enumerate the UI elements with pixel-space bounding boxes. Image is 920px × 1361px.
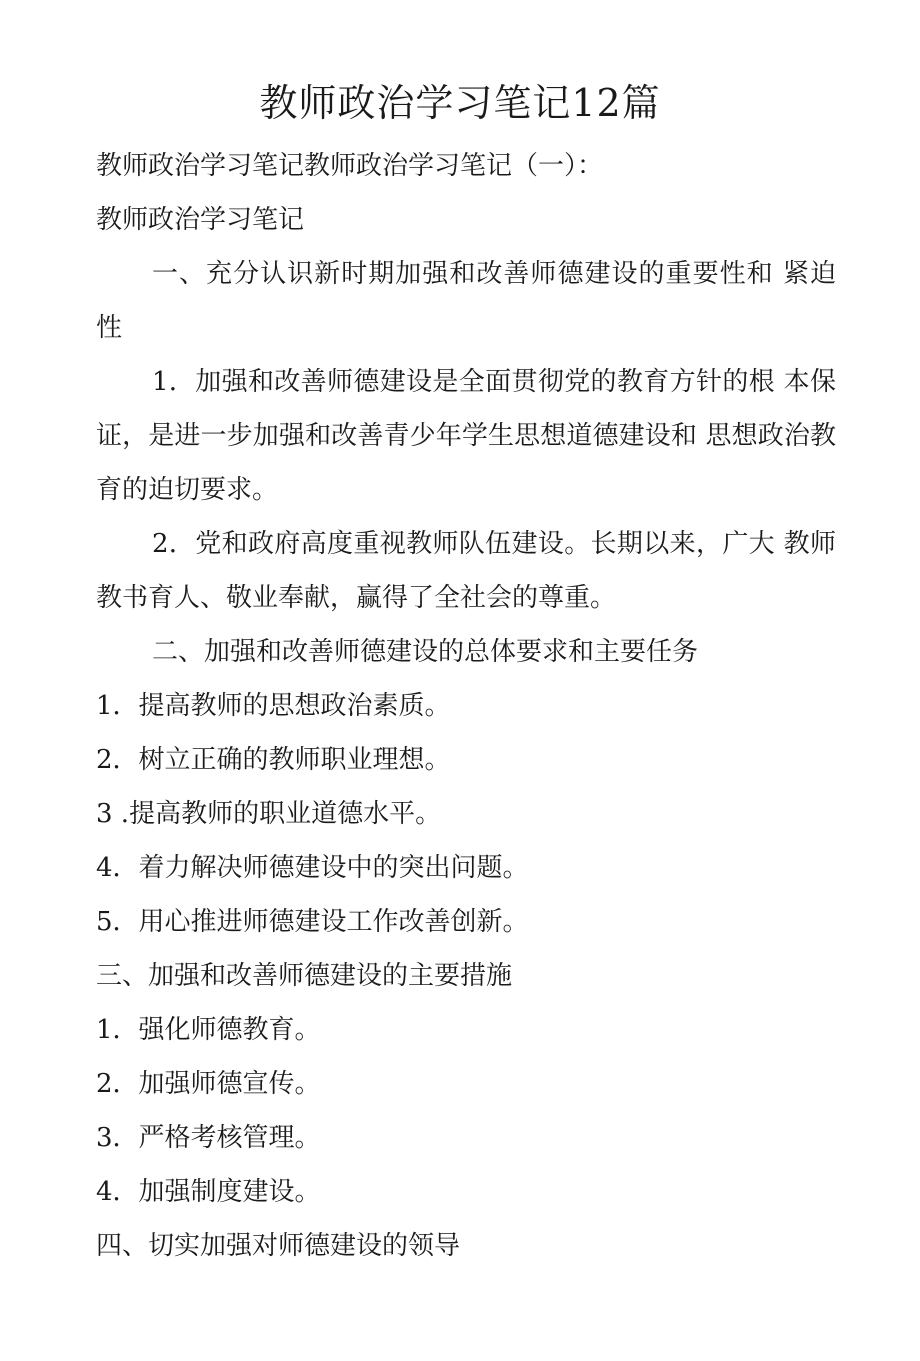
section3-heading: 三、加强和改善师德建设的主要措施 (96, 961, 513, 991)
section2-heading: 二、加强和改善师德建设的总体要求和主要任务 (152, 637, 699, 667)
section2-item: 1．提高教师的思想政治素质。 (96, 691, 451, 721)
section1-paragraph-1: 1．加强和改善师德建设是全面贯彻党的教育方针的根 本保证，是进一步加强和改善青少年学生思想道德建设和 思想政治教育的迫切要求。 (96, 367, 836, 505)
section3-item: 4．加强制度建设。 (96, 1177, 321, 1207)
section3-item: 1．强化师德教育。 (96, 1015, 321, 1045)
section2-item: 2．树立正确的教师职业理想。 (96, 745, 451, 775)
subtitle-line: 教师政治学习笔记教师政治学习笔记（一）： (96, 151, 604, 181)
section3-item: 3．严格考核管理。 (96, 1123, 321, 1153)
document-title: 教师政治学习笔记12篇 (259, 81, 661, 125)
section2-item: 4．着力解决师德建设中的突出问题。 (96, 853, 529, 883)
section1-heading: 一、充分认识新时期加强和改善师德建设的重要性和 紧迫性 (96, 259, 836, 343)
section3-item: 2．加强师德宣传。 (96, 1069, 321, 1099)
section2-item: 3 .提高教师的职业道德水平。 (96, 799, 442, 829)
heading-line: 教师政治学习笔记 (96, 205, 305, 235)
section1-paragraph-2: 2．党和政府高度重视教师队伍建设。长期以来，广大 教师教书育人、敬业奉献，赢得了全社会的尊重。 (96, 529, 836, 613)
section4-heading: 四、切实加强对师德建设的领导 (96, 1231, 461, 1261)
section2-item: 5．用心推进师德建设工作改善创新。 (96, 907, 529, 937)
